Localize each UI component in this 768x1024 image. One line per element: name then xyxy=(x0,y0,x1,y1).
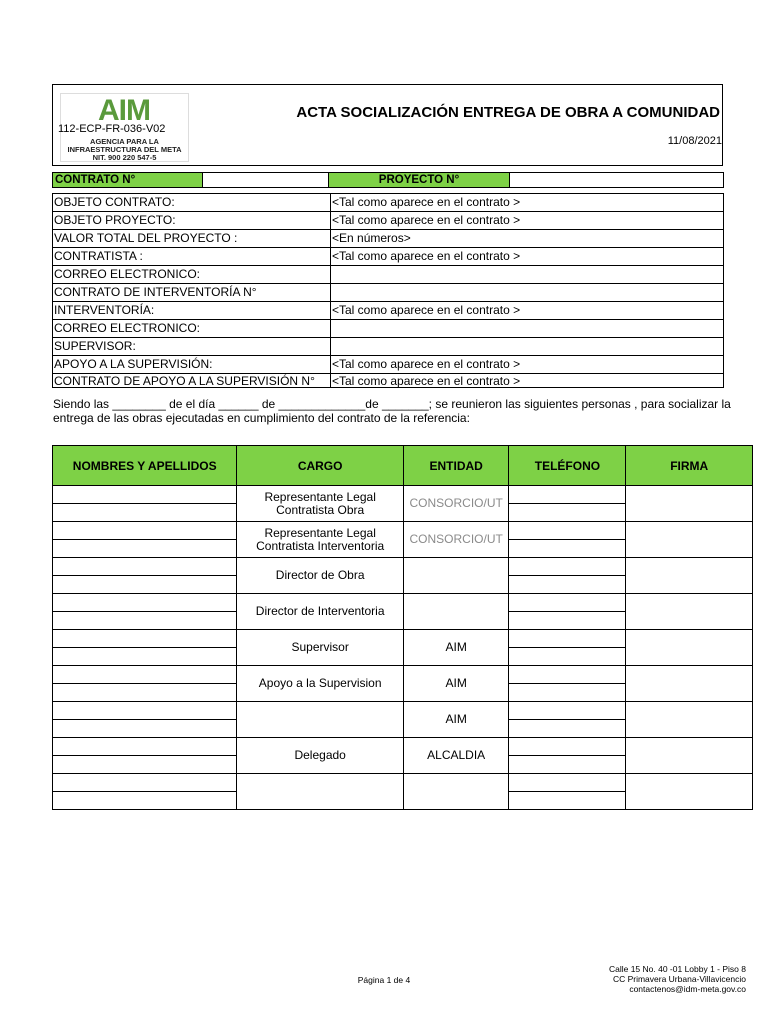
footer-address-line-1: Calle 15 No. 40 -01 Lobby 1 - Piso 8 xyxy=(608,964,746,974)
info-label: CORREO ELECTRONICO: xyxy=(53,266,331,284)
nombre-field[interactable] xyxy=(53,738,237,756)
info-row xyxy=(53,302,724,320)
telefono-field[interactable] xyxy=(509,558,626,576)
info-label: APOYO A LA SUPERVISIÓN: xyxy=(53,356,331,374)
attendee-row xyxy=(53,630,753,648)
info-label: CONTRATO DE INTERVENTORÍA N° xyxy=(53,284,331,302)
info-value-field[interactable] xyxy=(331,320,724,338)
info-value-field[interactable]: <Tal como aparece en el contrato > xyxy=(331,248,724,266)
page-number: Página 1 de 4 xyxy=(357,975,411,985)
header-cargo: CARGO xyxy=(237,446,403,486)
cargo-cell: Representante Legal Contratista Obra xyxy=(237,486,403,522)
telefono-field[interactable] xyxy=(509,486,626,504)
info-label: CONTRATISTA : xyxy=(53,248,331,266)
info-row xyxy=(53,212,724,230)
info-label: OBJETO PROYECTO: xyxy=(53,212,331,230)
entidad-cell: CONSORCIO/UT xyxy=(403,486,509,522)
nombre-field[interactable] xyxy=(53,486,237,504)
info-row xyxy=(53,284,724,302)
attendee-row xyxy=(53,558,753,576)
attendee-row xyxy=(53,594,753,612)
telefono-field[interactable] xyxy=(509,612,626,630)
telefono-field[interactable] xyxy=(509,522,626,540)
attendee-row xyxy=(53,486,753,504)
entidad-cell: AIM xyxy=(403,666,509,702)
info-label: SUPERVISOR: xyxy=(53,338,331,356)
footer-address-line-2: CC Primavera Urbana-Villavicencio xyxy=(612,974,746,984)
info-value-field[interactable] xyxy=(331,284,724,302)
info-label: OBJETO CONTRATO: xyxy=(53,194,331,212)
logo-line-2: INFRAESTRUCTURA DEL META xyxy=(67,145,182,154)
info-value-field[interactable] xyxy=(331,266,724,284)
nombre-field[interactable] xyxy=(53,648,237,666)
info-value-field[interactable]: <Tal como aparece en el contrato > xyxy=(331,302,724,320)
info-value-field[interactable]: <Tal como aparece en el contrato > xyxy=(331,356,724,374)
cargo-cell xyxy=(237,702,403,738)
info-row xyxy=(53,320,724,338)
header-telefono: TELÉFONO xyxy=(509,446,626,486)
firma-field[interactable] xyxy=(626,522,753,558)
nombre-field[interactable] xyxy=(53,594,237,612)
entidad-cell: ALCALDIA xyxy=(403,738,509,774)
info-row xyxy=(53,266,724,284)
telefono-field[interactable] xyxy=(509,738,626,756)
telefono-field[interactable] xyxy=(509,774,626,792)
info-row xyxy=(53,194,724,212)
header-entidad: ENTIDAD xyxy=(403,446,509,486)
cargo-cell: Representante Legal Contratista Interventoria xyxy=(237,522,403,558)
firma-field[interactable] xyxy=(626,594,753,630)
footer-email: contactenos@idm-meta.gov.co xyxy=(629,984,746,994)
nombre-field[interactable] xyxy=(53,702,237,720)
info-row xyxy=(53,248,724,266)
entidad-cell xyxy=(403,558,509,594)
nombre-field[interactable] xyxy=(53,576,237,594)
logo-line-1: AGENCIA PARA LA xyxy=(90,137,159,146)
nombre-field[interactable] xyxy=(53,666,237,684)
info-value-field[interactable]: <Tal como aparece en el contrato > xyxy=(331,194,724,212)
cargo-cell: Delegado xyxy=(237,738,403,774)
contrato-label: CONTRATO N° xyxy=(52,172,203,188)
nombre-field[interactable] xyxy=(53,558,237,576)
info-label: VALOR TOTAL DEL PROYECTO : xyxy=(53,230,331,248)
contract-info-table xyxy=(52,193,724,388)
entidad-cell: AIM xyxy=(403,702,509,738)
info-row xyxy=(53,230,724,248)
telefono-field[interactable] xyxy=(509,720,626,738)
firma-field[interactable] xyxy=(626,558,753,594)
nombre-field[interactable] xyxy=(53,630,237,648)
entidad-cell xyxy=(403,774,509,810)
document-date: 11/08/2021 xyxy=(667,135,722,147)
cargo-cell: Supervisor xyxy=(237,630,403,666)
logo-line-3: NIT. 900 220 547-5 xyxy=(92,153,157,162)
nombre-field[interactable] xyxy=(53,756,237,774)
info-label: CONTRATO DE APOYO A LA SUPERVISIÓN N° xyxy=(53,374,331,388)
cargo-cell xyxy=(237,774,403,810)
telefono-field[interactable] xyxy=(509,666,626,684)
nombre-field[interactable] xyxy=(53,684,237,702)
footer-address xyxy=(500,964,746,994)
telefono-field[interactable] xyxy=(509,630,626,648)
contrato-number-field[interactable] xyxy=(202,172,329,188)
telefono-field[interactable] xyxy=(509,504,626,522)
telefono-field[interactable] xyxy=(509,702,626,720)
nombre-field[interactable] xyxy=(53,774,237,792)
info-row xyxy=(53,356,724,374)
info-value-field[interactable]: <Tal como aparece en el contrato > xyxy=(331,374,724,388)
telefono-field[interactable] xyxy=(509,594,626,612)
attendee-row xyxy=(53,522,753,540)
cargo-cell: Director de Obra xyxy=(237,558,403,594)
document-code: 112-ECP-FR-036-V02 xyxy=(58,123,166,135)
firma-field[interactable] xyxy=(626,486,753,522)
telefono-field[interactable] xyxy=(509,576,626,594)
intro-paragraph: Siendo las ________ de el día ______ de _____________de _______; se reunieron las siguientes personas , para socializar la entrega de las obras ejecutadas en cumplimiento del contrato de la referencia: xyxy=(53,397,731,425)
header-nombres: NOMBRES Y APELLIDOS xyxy=(53,446,237,486)
telefono-field[interactable] xyxy=(509,648,626,666)
info-row xyxy=(53,374,724,388)
firma-field[interactable] xyxy=(626,666,753,702)
nombre-field[interactable] xyxy=(53,612,237,630)
telefono-field[interactable] xyxy=(509,540,626,558)
nombre-field[interactable] xyxy=(53,522,237,540)
proyecto-number-field[interactable] xyxy=(509,172,724,188)
firma-field[interactable] xyxy=(626,738,753,774)
telefono-field[interactable] xyxy=(509,756,626,774)
info-value-field[interactable]: <Tal como aparece en el contrato > xyxy=(331,212,724,230)
attendee-row xyxy=(53,738,753,756)
proyecto-label: PROYECTO N° xyxy=(328,172,510,188)
firma-field[interactable] xyxy=(626,702,753,738)
info-label: CORREO ELECTRONICO: xyxy=(53,320,331,338)
cargo-cell: Director de Interventoria xyxy=(237,594,403,630)
attendees-table xyxy=(52,445,753,810)
attendee-row xyxy=(53,702,753,720)
attendee-row xyxy=(53,774,753,792)
attendee-row xyxy=(53,666,753,684)
header-firma: FIRMA xyxy=(626,446,753,486)
nombre-field[interactable] xyxy=(53,540,237,558)
nombre-field[interactable] xyxy=(53,720,237,738)
document-title: ACTA SOCIALIZACIÓN ENTREGA DE OBRA A COMUNIDAD xyxy=(296,104,720,121)
telefono-field[interactable] xyxy=(509,792,626,810)
cargo-cell: Apoyo a la Supervision xyxy=(237,666,403,702)
nombre-field[interactable] xyxy=(53,792,237,810)
info-row xyxy=(53,338,724,356)
entidad-cell xyxy=(403,594,509,630)
info-label: INTERVENTORÍA: xyxy=(53,302,331,320)
firma-field[interactable] xyxy=(626,774,753,810)
telefono-field[interactable] xyxy=(509,684,626,702)
entidad-cell: AIM xyxy=(403,630,509,666)
info-value-field[interactable] xyxy=(331,338,724,356)
info-value-field[interactable]: <En números> xyxy=(331,230,724,248)
entidad-cell: CONSORCIO/UT xyxy=(403,522,509,558)
logo-text: AIM xyxy=(98,94,150,127)
firma-field[interactable] xyxy=(626,630,753,666)
nombre-field[interactable] xyxy=(53,504,237,522)
